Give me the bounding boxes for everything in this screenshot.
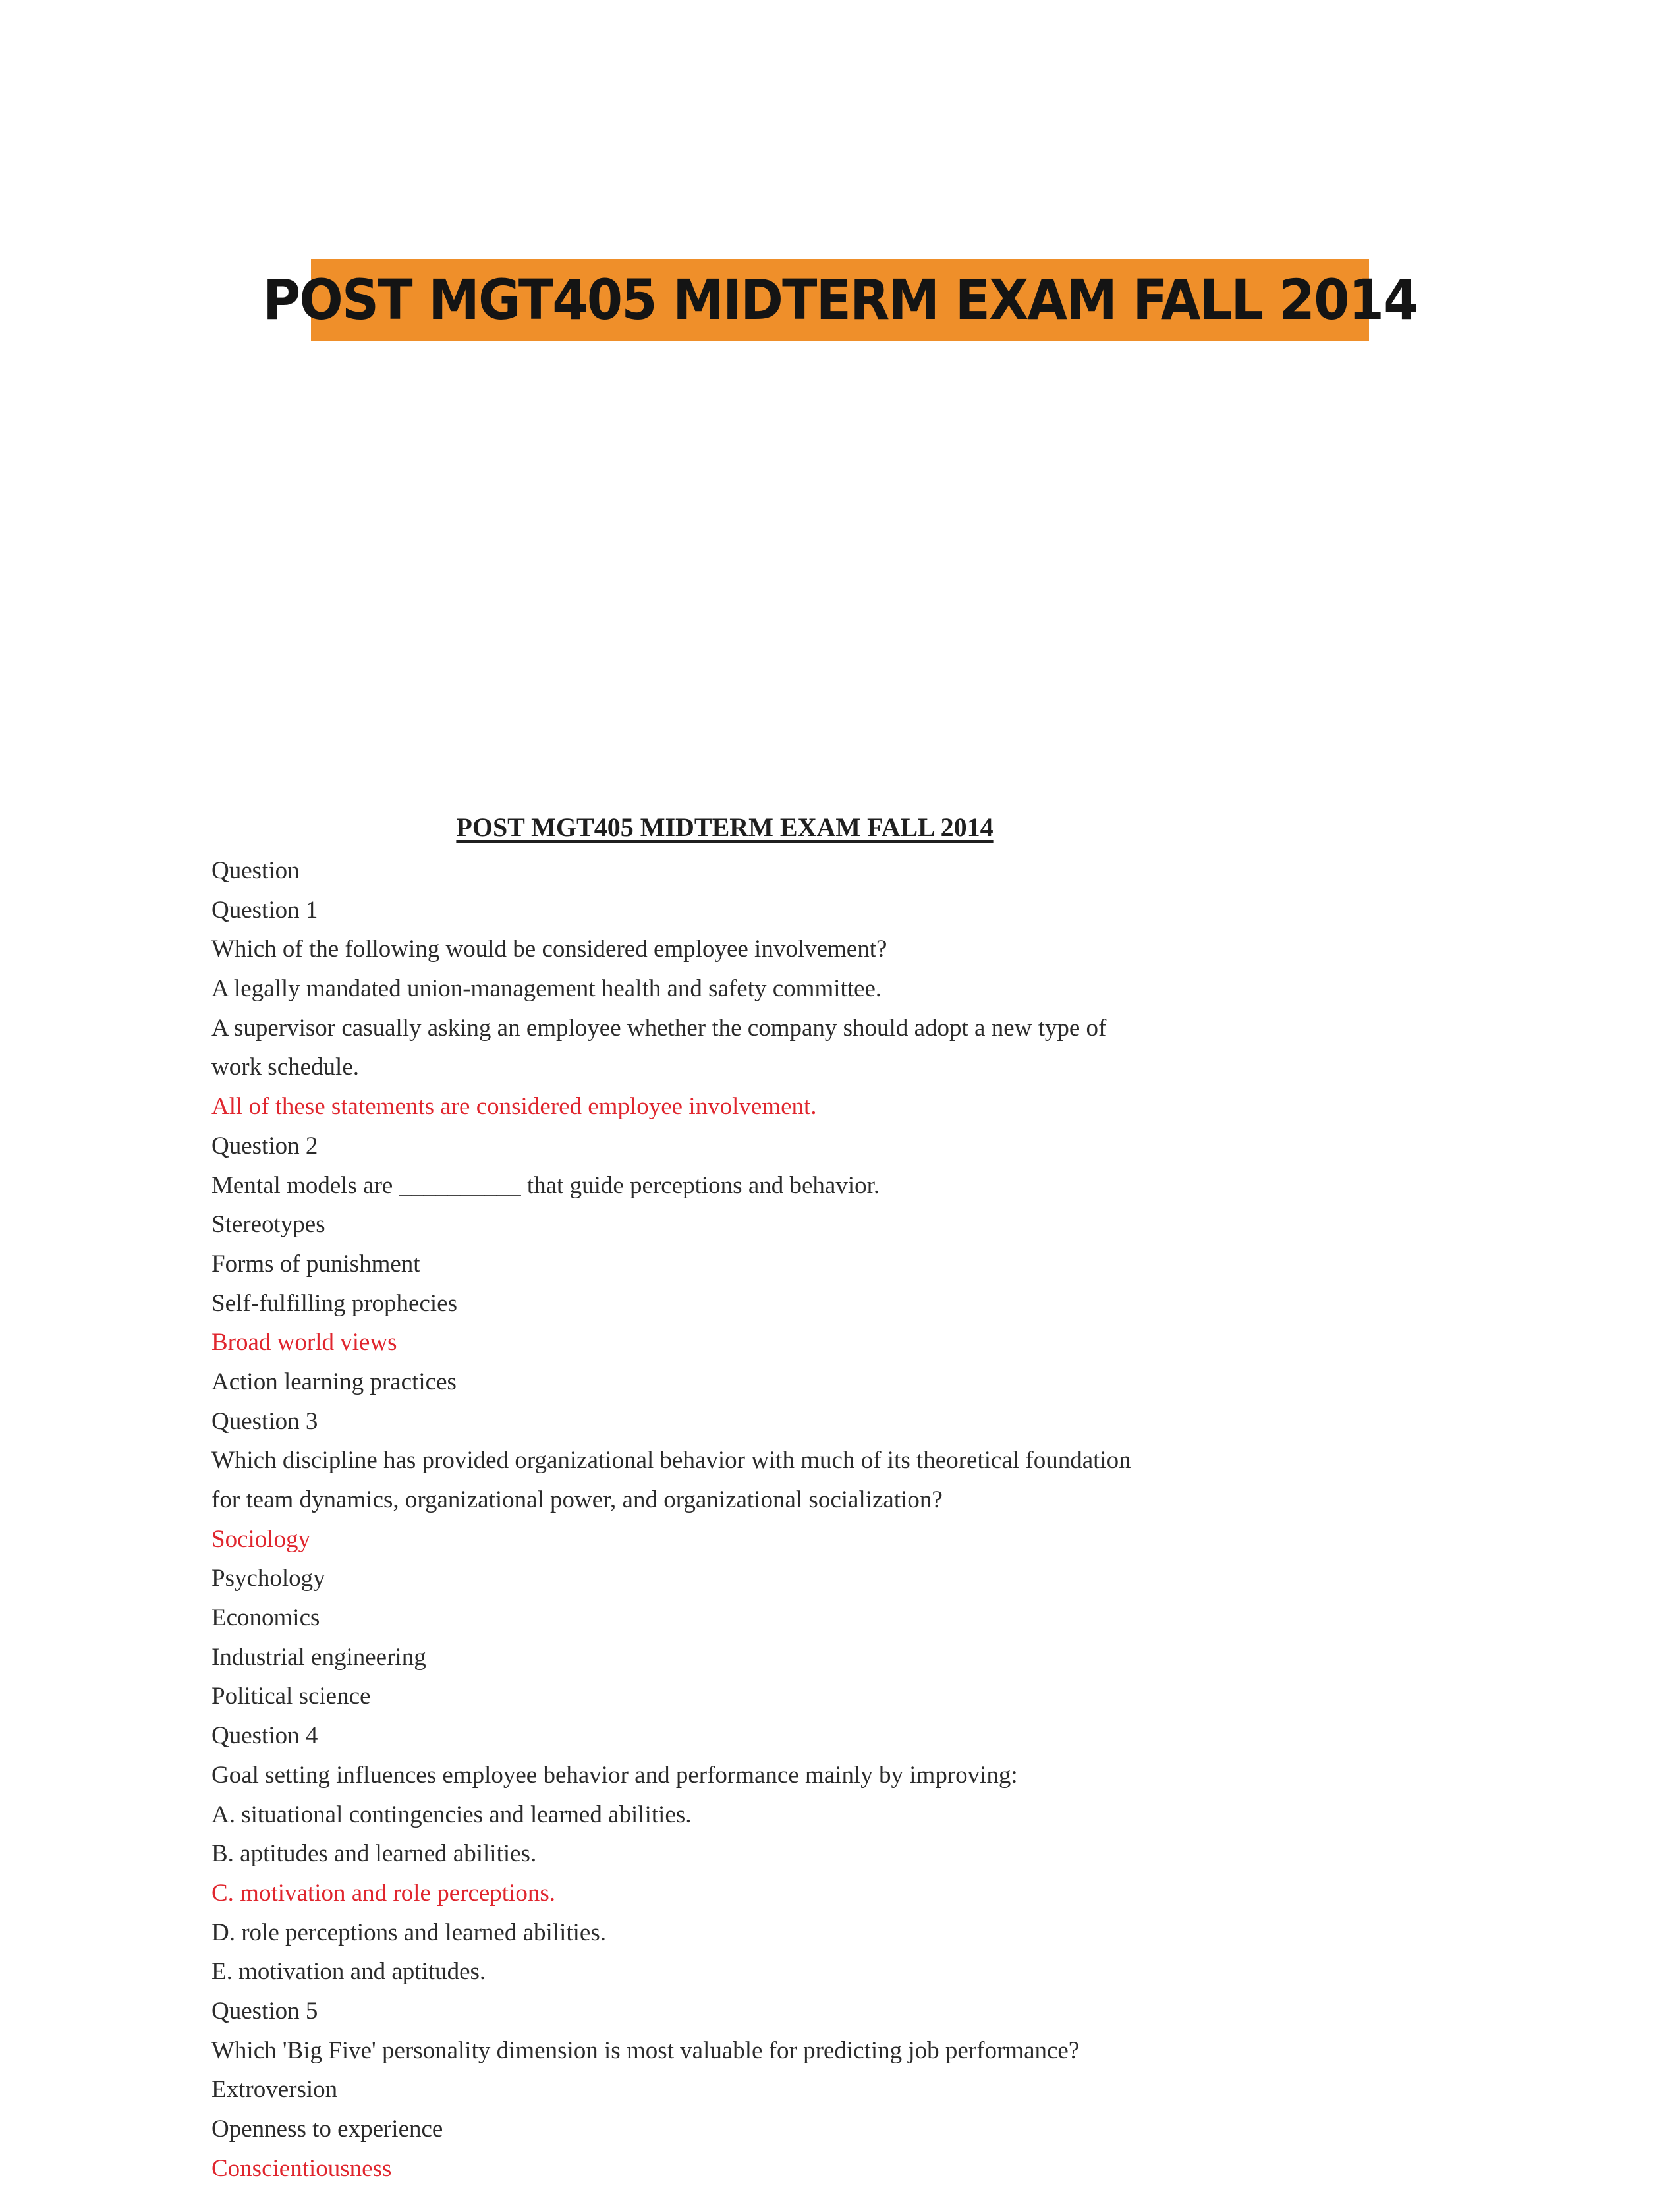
exam-line: A legally mandated union-management health and safety committee.	[211, 975, 882, 1003]
correct-answer: C. motivation and role perceptions.	[211, 1879, 555, 1907]
exam-line: work schedule.	[211, 1053, 359, 1081]
exam-line: Self-fulfilling prophecies	[211, 1289, 457, 1317]
exam-line: Forms of punishment	[211, 1250, 420, 1277]
exam-line: Mental models are __________ that guide perceptions and behavior.	[211, 1171, 880, 1199]
exam-line: Openness to experience	[211, 2116, 443, 2143]
exam-line: Economics	[211, 1604, 320, 1632]
exam-line: B. aptitudes and learned abilities.	[211, 1840, 537, 1868]
exam-line: E. motivation and aptitudes.	[211, 1958, 486, 1986]
exam-line: Extroversion	[211, 2076, 338, 2104]
correct-answer: Conscientiousness	[211, 2154, 392, 2182]
question-heading: Question 3	[211, 1407, 318, 1435]
exam-line: Which 'Big Five' personality dimension is most valuable for predicting job performance?	[211, 2036, 1080, 2064]
exam-line: A. situational contingencies and learned abilities.	[211, 1801, 692, 1828]
exam-line: A supervisor casually asking an employee whether the company should adopt a new type of	[211, 1014, 1107, 1042]
exam-line: Which of the following would be considered employee involvement?	[211, 936, 887, 963]
question-heading: Question 5	[211, 1997, 318, 2025]
exam-line: Industrial engineering	[211, 1643, 426, 1671]
exam-content	[211, 851, 1266, 2188]
title-banner	[262, 259, 1418, 341]
document-title: POST MGT405 MIDTERM EXAM FALL 2014	[456, 812, 994, 842]
question-heading: Question	[211, 857, 300, 884]
correct-answer: All of these statements are considered employee involvement.	[211, 1093, 817, 1121]
question-heading: Question 2	[211, 1132, 318, 1160]
correct-answer: Broad world views	[211, 1329, 397, 1357]
question-heading: Question 4	[211, 1722, 318, 1750]
exam-line: Which discipline has provided organizational behavior with much of its theoretical foundation	[211, 1447, 1131, 1474]
exam-line: Political science	[211, 1683, 371, 1710]
exam-line: Goal setting influences employee behavior and performance mainly by improving:	[211, 1761, 1018, 1789]
question-heading: Question 1	[211, 896, 318, 924]
correct-answer: Sociology	[211, 1525, 311, 1553]
exam-line: D. role perceptions and learned abilities.	[211, 1919, 606, 1946]
exam-line: Psychology	[211, 1565, 325, 1592]
exam-line: for team dynamics, organizational power, and organizational socialization?	[211, 1486, 943, 1513]
exam-line: Stereotypes	[211, 1211, 325, 1239]
banner-title: POST MGT405 MIDTERM EXAM FALL 2014	[262, 267, 1418, 332]
exam-line: Action learning practices	[211, 1368, 457, 1395]
